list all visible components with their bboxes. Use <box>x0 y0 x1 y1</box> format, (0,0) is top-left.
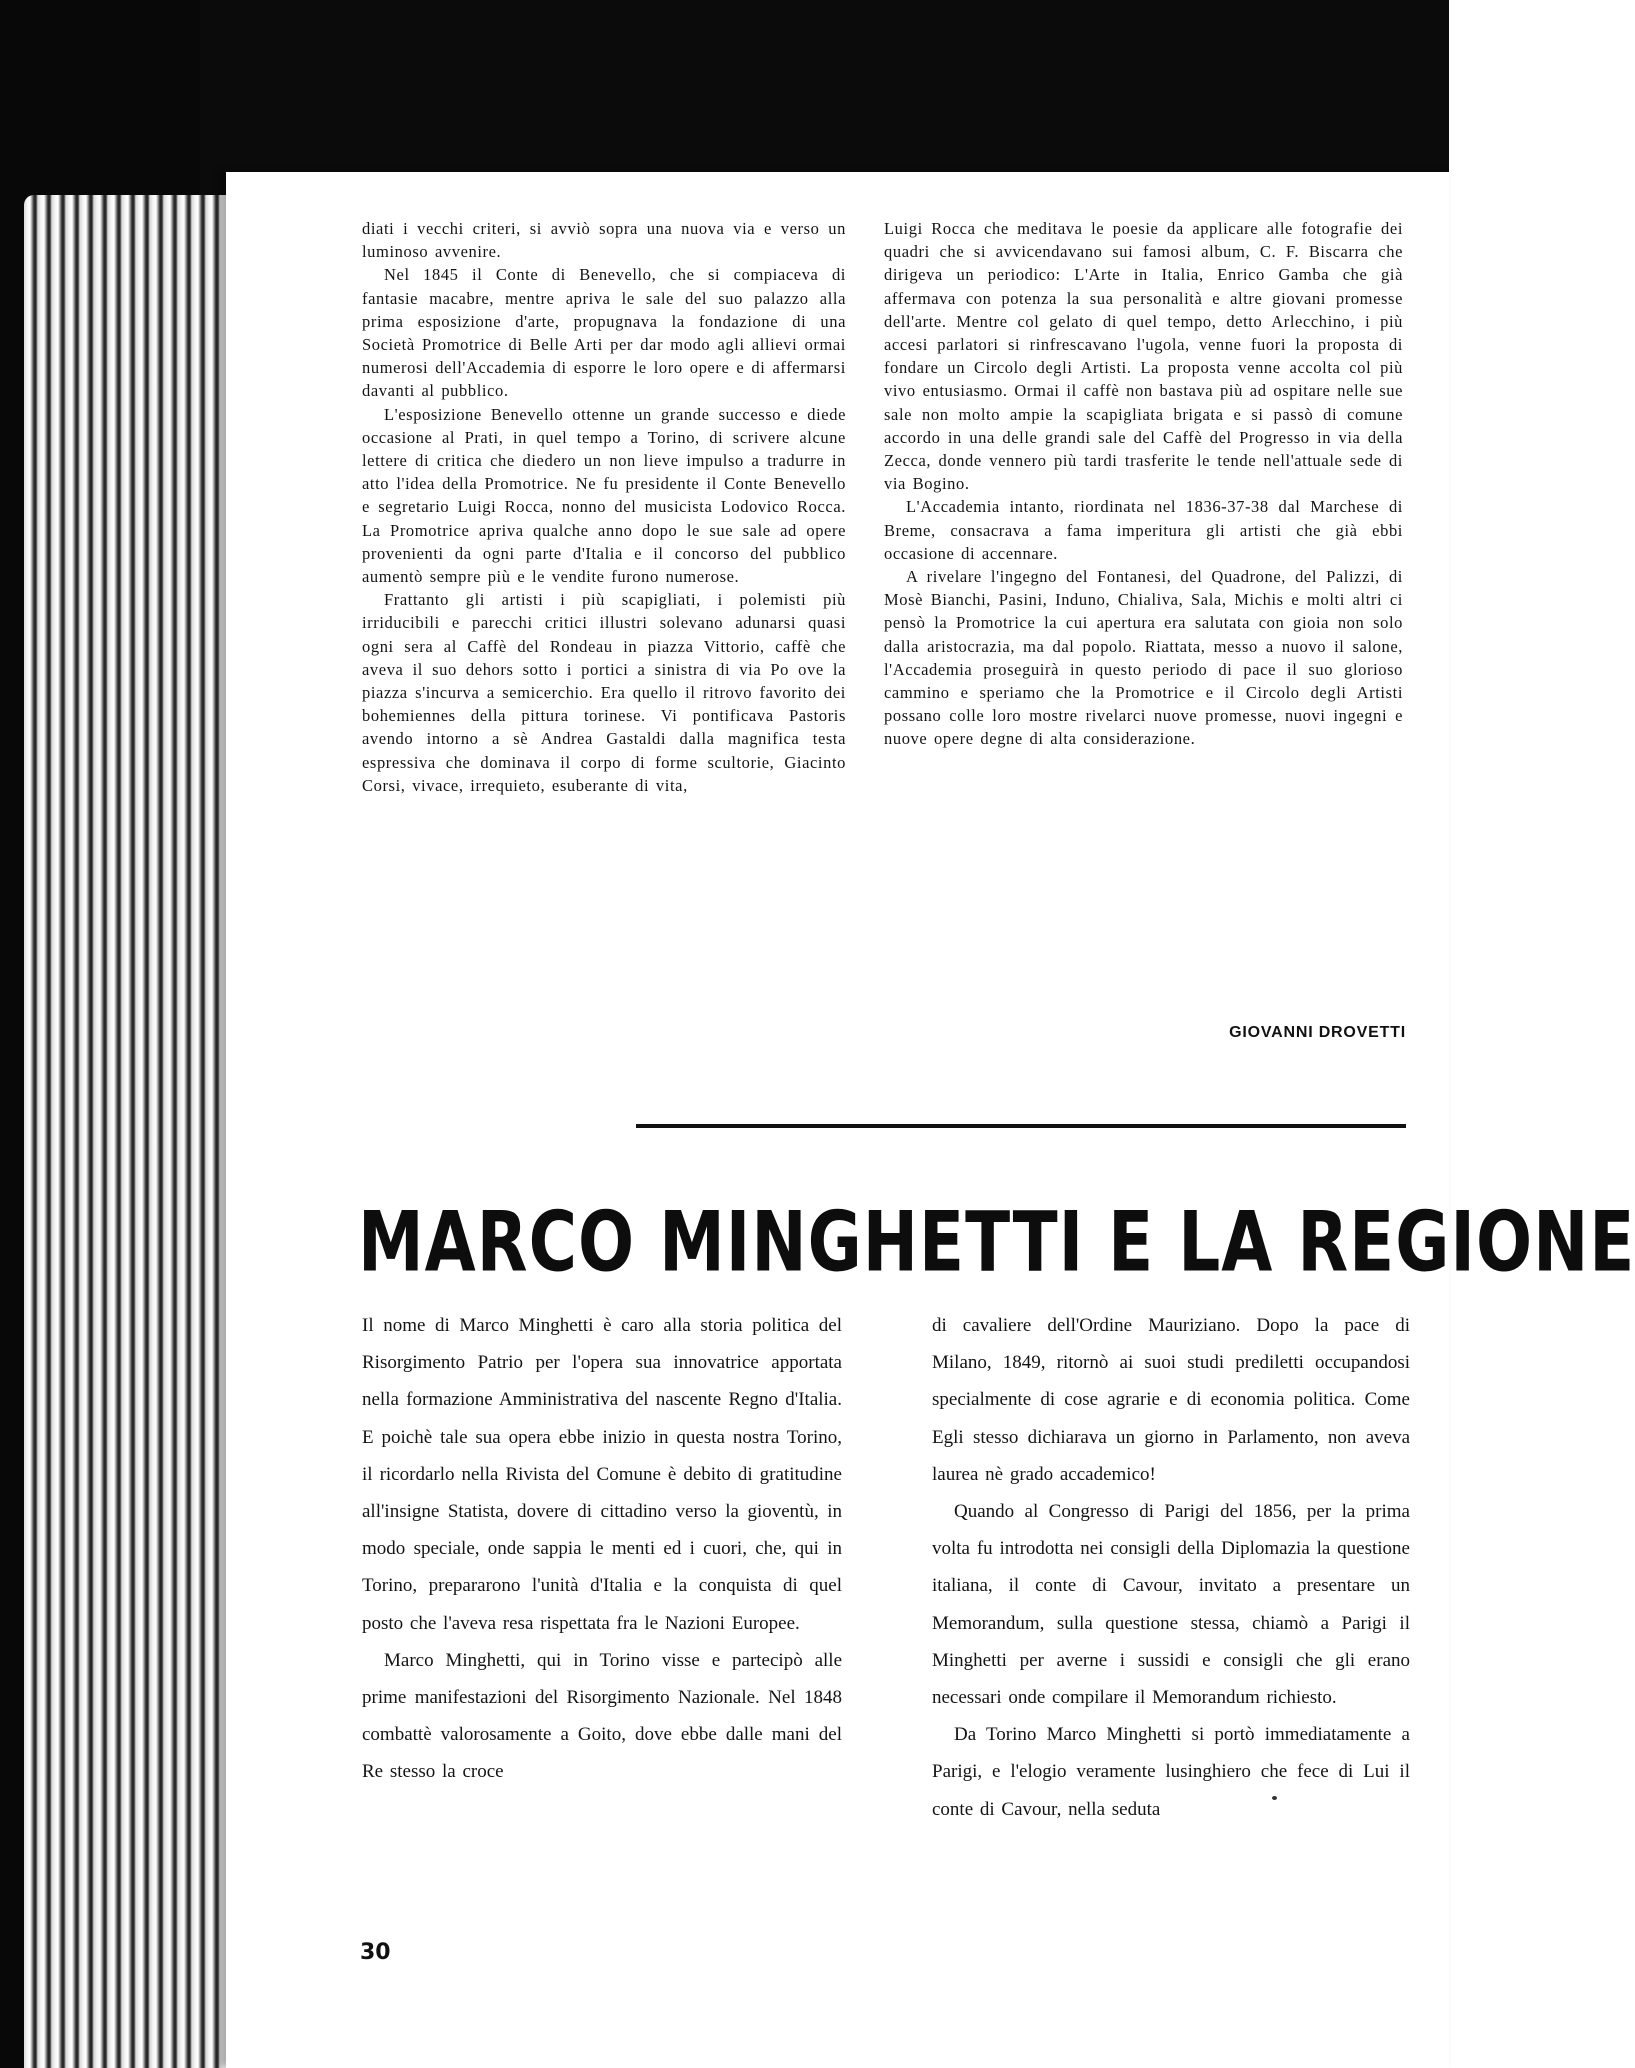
paragraph: diati i vecchi criteri, si avviò sopra una nuova via e verso un luminoso avvenire. <box>362 219 846 262</box>
article-bottom-column-right <box>932 1307 1410 1828</box>
paragraph: L'Accademia intanto, riordinata nel 1836-37-38 dal Marchese di Breme, consacrava a fama imperitura gli artisti che già ebbi occasione di accennare. <box>884 497 1403 563</box>
magazine-page <box>226 172 1635 2068</box>
ink-speck <box>1272 1796 1277 1800</box>
article-bottom-column-left <box>362 1307 842 1791</box>
paragraph: Luigi Rocca che meditava le poesie da applicare alle fotografie dei quadri che si avvicendavano sui famosi album, C. F. Biscarra che dirigeva un periodico: L'Arte in Italia, Enrico Gamba che già affermava con potenza la sua personalità e altre giovani promesse dell'arte. Mentre col gelato di quel tempo, detto Arlecchino, i più accesi parlatori si rinfrescavano l'ugola, venne fuori la proposta di fondare un Circolo degli Artisti. La proposta venne accolta col più vivo entusiasmo. Ormai il caffè non bastava più ad ospitare nelle sue sale non molto ampie la scapigliata brigata e si passò di comune accordo in una delle grandi sale del Caffè del Progresso in via della Zecca, donde vennero più tardi trasferite le tende nell'attuale sede di via Bogino. <box>884 219 1403 494</box>
paragraph: Quando al Congresso di Parigi del 1856, per la prima volta fu introdotta nei consigli della Diplomazia la questione italiana, il conte di Cavour, invitato a presentare un Memorandum, sulla questione stessa, chiamò a Parigi il Minghetti per averne i sussidi e consigli che gli erano necessari onde compilare il Memorandum richiesto. <box>932 1501 1410 1709</box>
author-signature: GIOVANNI DROVETTI <box>1229 1024 1406 1041</box>
paragraph: Nel 1845 il Conte di Benevello, che si compiaceva di fantasie macabre, mentre apriva le sale del suo palazzo alla prima esposizione d'arte, propugnava la fondazione di una Società Promotrice di Belle Arti per dar modo agli allievi ormai numerosi dell'Accademia di esporre le loro opere e di affermarsi davanti al pubblico. <box>362 265 846 401</box>
paragraph: Marco Minghetti, qui in Torino visse e partecipò alle prime manifestazioni del Risorgimento Nazionale. Nel 1848 combattè valorosamente a Goito, dove ebbe dalle mani del Re stesso la croce <box>362 1649 842 1783</box>
page-number: 30 <box>360 1940 391 1965</box>
section-divider <box>636 1124 1406 1128</box>
paragraph: Frattanto gli artisti i più scapigliati, i polemisti più irriducibili e parecchi critici illustri solevano adunarsi quasi ogni sera al Caffè del Rondeau in piazza Vittorio, caffè che aveva il suo dehors sotto i portici a sinistra di via Po ove la piazza s'incurva a semicerchio. Era quello il ritrovo favorito dei bohemiennes della pittura torinese. Vi pontificava Pastoris avendo intorno a sè Andrea Gastaldi dalla magnifica testa espressiva che dominava il corpo di forme scultorie, Giacinto Corsi, vivace, irrequieto, esuberante di vita, <box>362 590 846 795</box>
paragraph: di cavaliere dell'Ordine Mauriziano. Dopo la pace di Milano, 1849, ritornò ai suoi studi prediletti occupandosi specialmente di cose agrarie e di economia politica. Come Egli stesso dichiarava un giorno in Parlamento, non aveva laurea nè grado accademico! <box>932 1315 1410 1485</box>
paragraph: A rivelare l'ingegno del Fontanesi, del Quadrone, del Palizzi, di Mosè Bianchi, Pasini, Induno, Chialiva, Sala, Michis e molti altri ci pensò la Promotrice la cui apertura era salutata con gioia non solo dalla aristocrazia, ma dal popolo. Riattata, messo a nuovo il salone, l'Accademia proseguirà in questo periodo di pace il suo glorioso cammino e speriamo che la Promotrice e il Circolo degli Artisti possano colle loro mostre rivelarci nuove promesse, nuovi ingegni e nuove opere degne di alta considerazione. <box>884 567 1403 749</box>
paragraph: Il nome di Marco Minghetti è caro alla storia politica del Risorgimento Patrio per l'opera sua innovatrice apportata nella formazione Amministrativa del nascente Regno d'Italia. E poichè tale sua opera ebbe inizio in questa nostra Torino, il ricordarlo nella Rivista del Comune è debito di gratitudine all'insigne Statista, dovere di cittadino verso la gioventù, in modo speciale, onde sappia le menti ed i cuori, che, qui in Torino, prepararono l'unità d'Italia e la conquista di quel posto che l'aveva resa rispettata fra le Nazioni Europee. <box>362 1315 842 1634</box>
article-headline: MARCO MINGHETTI E LA REGIONE <box>358 1194 1635 1291</box>
stacked-page-edges <box>24 195 230 2068</box>
paragraph: L'esposizione Benevello ottenne un grande successo e diede occasione al Prati, in quel tempo a Torino, di scrivere alcune lettere di critica che diedero un non lieve impulso a tradurre in atto l'idea della Promotrice. Ne fu presidente il Conte Benevello e segretario Luigi Rocca, nonno del musicista Lodovico Rocca. La Promotrice apriva qualche anno dopo le sue sale ad opere provenienti da ogni parte d'Italia e il concorso del pubblico aumentò sempre più e le vendite furono numerose. <box>362 404 846 587</box>
article-top-column-left <box>362 217 846 797</box>
article-top-column-right <box>884 217 1403 751</box>
paragraph: Da Torino Marco Minghetti si portò immediatamente a Parigi, e l'elogio veramente lusinghiero che fece di Lui il conte di Cavour, nella seduta <box>932 1724 1410 1820</box>
